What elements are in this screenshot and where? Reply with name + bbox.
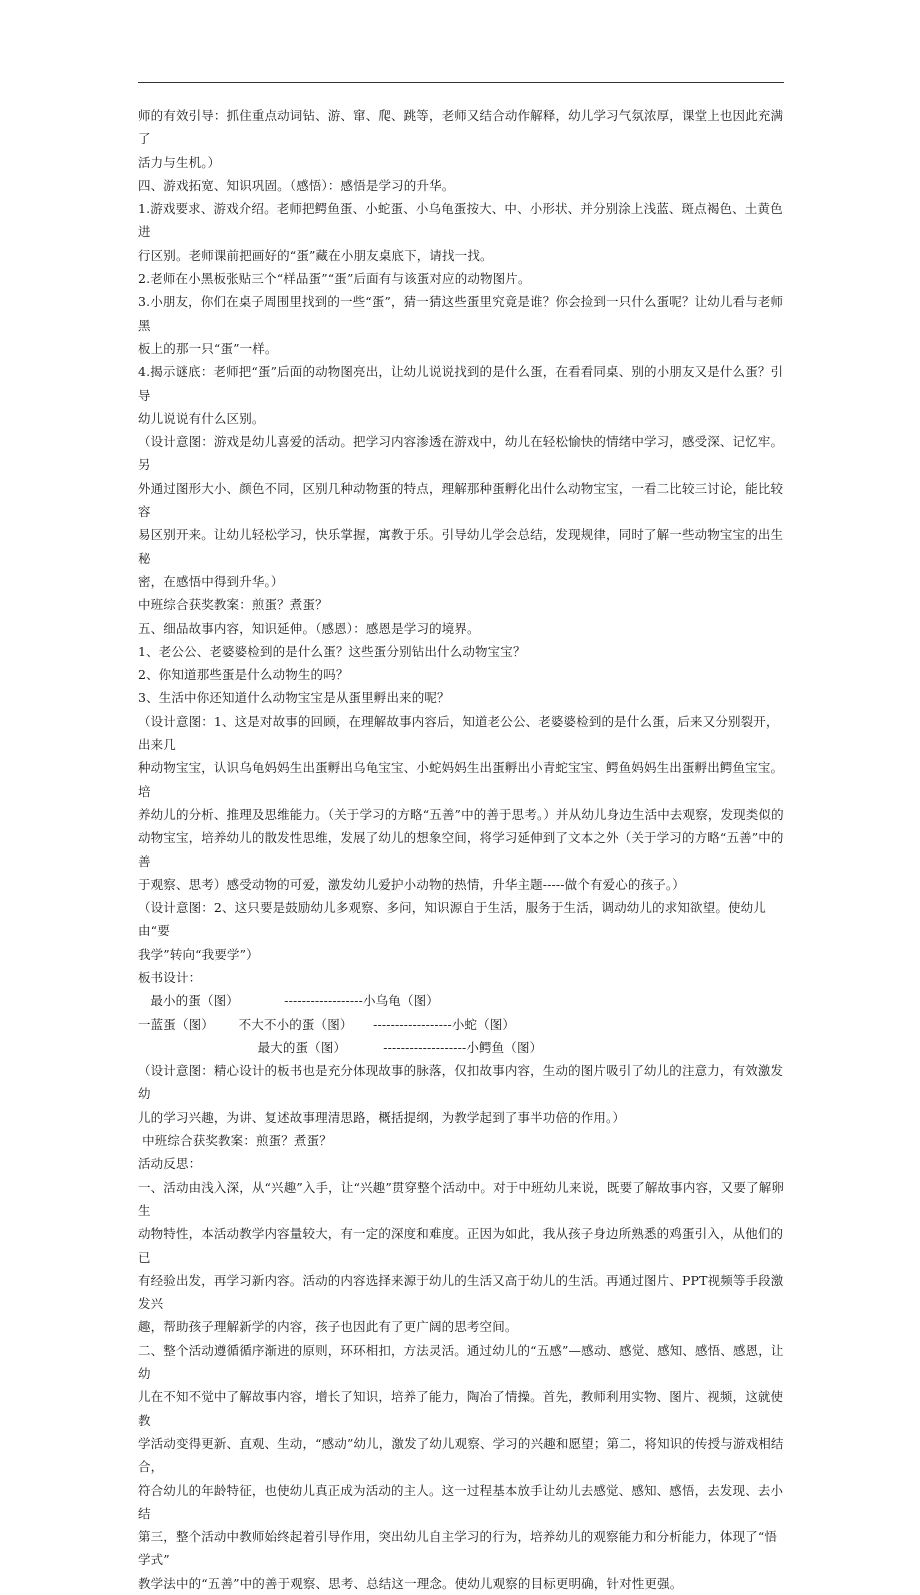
text-line: 我学”转向“我要学”） (138, 946, 259, 962)
text-line: （设计意图：游戏是幼儿喜爱的活动。把学习内容渗透在游戏中，幼儿在轻松愉快的情绪中学习，感受深、记忆牢。另 (138, 434, 784, 473)
text-line: 板上的那一只“蛋”一样。 (138, 340, 278, 356)
board-line: 最小的蛋（图） ------------------小乌龟（图） (138, 993, 439, 1009)
text-line: （设计意图：2、这只要是鼓励幼儿多观察、多问，知识源自于生活，服务于生活，调动幼儿的求知欲望。使幼儿由“要 (138, 900, 766, 939)
text-line: 板书设计： (138, 969, 202, 985)
text-line: 3、生活中你还知道什么动物宝宝是从蛋里孵出来的呢？ (138, 690, 450, 706)
text-line: 二、整个活动遵循循序渐进的原则，环环相扣，方法灵活。通过幼儿的“五感”—感动、感觉、感知、感悟、感恩，让幼 (138, 1342, 784, 1382)
text-line: 4.揭示谜底：老师把“蛋”后面的动物图亮出，让幼儿说说找到的是什么蛋，在看看同桌、别的小朋友又是什么蛋？引导 (138, 364, 784, 403)
text-line: （设计意图：1、这是对故事的回顾，在理解故事内容后，知道老公公、老婆婆检到的是什么蛋，后来又分别裂开，出来几 (138, 713, 779, 753)
text-line: 学活动变得更新、直观、生动，“感动”幼儿，激发了幼儿观察、学习的兴趣和愿望；第二，将知识的传授与游戏相结合， (138, 1435, 784, 1475)
board-line: 一蓝蛋（图） 不大不小的蛋（图） ------------------小蛇（图） (138, 1016, 516, 1032)
header-rule (138, 82, 784, 83)
text-line: 2、你知道那些蛋是什么动物生的吗？ (138, 667, 349, 683)
text-line: 中班综合获奖教案：煎蛋？煮蛋？ (138, 597, 328, 613)
text-line: （设计意图：精心设计的板书也是充分体现故事的脉落，仅扣故事内容，生动的图片吸引了幼儿的注意力，有效激发幼 (138, 1063, 784, 1102)
text-line: 教学法中的“五善”中的善于观察、思考、总结这一理念。使幼儿观察的目标更明确，针对性更强。 (138, 1575, 683, 1591)
board-line: 最大的蛋（图） -------------------小鳄鱼（图） (138, 1039, 543, 1055)
text-line: 1、老公公、老婆婆检到的是什么蛋？这些蛋分别钻出什么动物宝宝？ (138, 643, 526, 659)
text-line: 有经验出发，再学习新内容。活动的内容选择来源于幼儿的生活又高于幼儿的生活。再通过图片、PPT视频等手段激发兴 (138, 1272, 784, 1312)
text-line: 于观察、思考）感受动物的可爱，激发幼儿爱护小动物的热情，升华主题-----做个有爱心的孩子。） (138, 876, 685, 892)
text-line: 外通过图形大小、颜色不同，区别几种动物蛋的特点，理解那种蛋孵化出什么动物宝宝，一看二比较三讨论，能比较容 (138, 480, 784, 520)
text-line: 3.小朋友，你们在桌子周围里找到的一些“蛋”，猜一猜这些蛋里究竟是谁？你会捡到一只什么蛋呢？让幼儿看与老师黑 (138, 294, 784, 333)
text-line: 养幼儿的分析、推理及思维能力。（关于学习的方略“五善”中的善于思考。）并从幼儿身边生活中去观察，发现类似的 (138, 806, 784, 822)
text-line: 儿在不知不觉中了解故事内容，增长了知识，培养了能力，陶冶了情操。首先，教师利用实物、图片、视频，这就使教 (138, 1389, 784, 1428)
text-line: 幼儿说说有什么区别。 (138, 410, 265, 426)
section-heading: 四、游戏拓宽、知识巩固。（感悟）：感悟是学习的升华。 (138, 177, 455, 193)
text-line: 行区别。老师课前把画好的“蛋”藏在小朋友桌底下，请找一找。 (138, 247, 493, 263)
text-line: 动物宝宝，培养幼儿的散发性思维，发展了幼儿的想象空间，将学习延伸到了文本之外（关于学习的方略“五善”中的善 (138, 830, 784, 869)
text-line: 活动反思： (138, 1156, 202, 1172)
text-line: 趣，帮助孩子理解新学的内容，孩子也因此有了更广阔的思考空间。 (138, 1319, 518, 1335)
text-line: 第三，整个活动中教师始终起着引导作用，突出幼儿自主学习的行为，培养幼儿的观察能力和分析能力，体现了“悟学式” (138, 1529, 778, 1568)
text-line: 1.游戏要求、游戏介绍。老师把鳄鱼蛋、小蛇蛋、小乌龟蛋按大、中、小形状、并分别涂上浅蓝、斑点褐色、土黄色进 (138, 201, 783, 240)
text-line: 2.老师在小黑板张贴三个“样品蛋”“蛋”后面有与该蛋对应的动物图片。 (138, 271, 531, 287)
text-line: 易区别开来。让幼儿轻松学习，快乐掌握，寓教于乐。引导幼儿学会总结，发现规律，同时了解一些动物宝宝的出生秘 (138, 527, 784, 566)
section-heading: 五、细品故事内容，知识延伸。（感恩）：感恩是学习的境界。 (138, 620, 480, 636)
text-line: 儿的学习兴趣，为讲、复述故事理清思路，概括提纲，为教学起到了事半功倍的作用。） (138, 1109, 626, 1125)
text-line: 活力与生机。） (138, 154, 221, 170)
text-line: 师的有效引导：抓住重点动词钻、游、窜、爬、跳等，老师又结合动作解释，幼儿学习气氛浓厚，课堂上也因此充满了 (138, 108, 784, 147)
text-line: 一、活动由浅入深，从“兴趣”入手，让“兴趣”贯穿整个活动中。对于中班幼儿来说，既要了解故事内容，又要了解卵生 (138, 1179, 785, 1218)
text-line: 动物特性，本活动教学内容量较大，有一定的深度和难度。正因为如此，我从孩子身边所熟悉的鸡蛋引入，从他们的已 (138, 1226, 784, 1265)
document-body (138, 104, 788, 1595)
text-line: 种动物宝宝，认识乌龟妈妈生出蛋孵出乌龟宝宝、小蛇妈妈生出蛋孵出小青蛇宝宝、鳄鱼妈妈生出蛋孵出鳄鱼宝宝。培 (138, 760, 784, 799)
text-line: 中班综合获奖教案：煎蛋？煮蛋？ (138, 1133, 332, 1149)
text-line: 符合幼儿的年龄特征，也使幼儿真正成为活动的主人。这一过程基本放手让幼儿去感觉、感知、感悟，去发现、去小结 (138, 1482, 784, 1521)
text-line: 密，在感悟中得到升华。） (138, 573, 284, 589)
